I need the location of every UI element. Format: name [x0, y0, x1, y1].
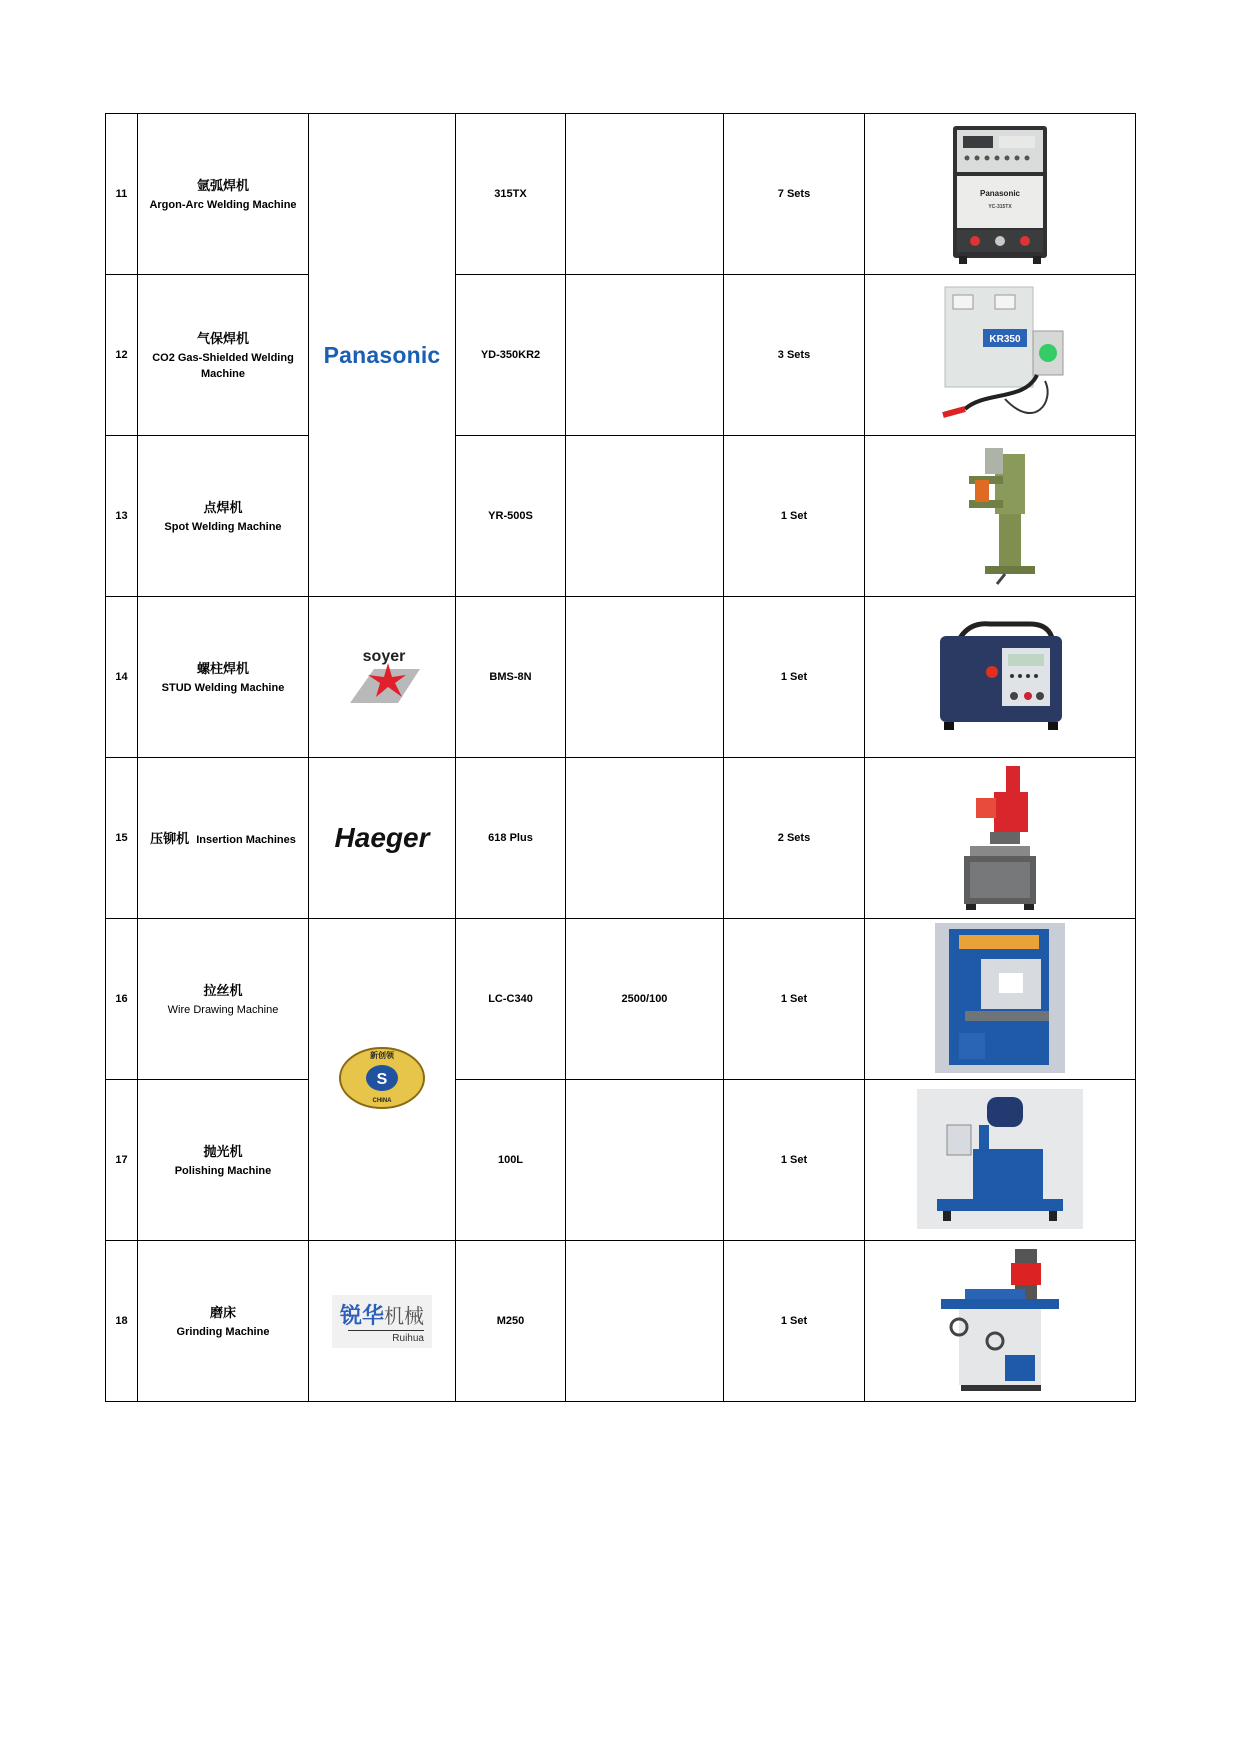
machine-photo-cell: [865, 436, 1136, 597]
spec: [566, 1241, 724, 1402]
machine-brand-label: Panasonic: [979, 188, 1021, 198]
model: 100L: [456, 1080, 566, 1241]
model: LC-C340: [456, 919, 566, 1080]
xinchuang-logo: [337, 1044, 427, 1112]
spec: [566, 597, 724, 758]
spec: [566, 436, 724, 597]
table-row: [106, 275, 1136, 436]
row-number: 17: [106, 1080, 138, 1241]
machine-name: [138, 436, 309, 597]
haeger-logo: Haeger: [334, 822, 430, 853]
ruihua-logo-cn1: 锐华: [339, 1302, 384, 1328]
machine-name: [138, 758, 309, 919]
table-row: [106, 114, 1136, 275]
xinchuang-top-text: 新创领: [370, 1051, 394, 1060]
xinchuang-bottom-text: CHINA: [372, 1098, 392, 1104]
quantity: 1 Set: [724, 919, 865, 1080]
machine-model-label: YC-315TX: [988, 203, 1012, 210]
machine-name: [138, 1241, 309, 1402]
equipment-table: [105, 113, 1136, 1402]
table-row: [106, 919, 1136, 1080]
machine-photo-cell: [865, 275, 1136, 436]
insertion-machine-image: [950, 762, 1050, 912]
grinding-machine-image: [935, 1245, 1065, 1395]
spec: [566, 275, 724, 436]
xinchuang-letter: S: [376, 1071, 388, 1088]
machine-name-cn: 抛光机: [203, 1144, 243, 1159]
row-number: 13: [106, 436, 138, 597]
machine-photo-cell: [865, 758, 1136, 919]
machine-name: [138, 275, 309, 436]
machine-name: [138, 114, 309, 275]
spot-welder-image: [955, 442, 1045, 588]
brand-cell-soyer: [309, 597, 456, 758]
machine-name-cn: 磨床: [209, 1305, 236, 1320]
panasonic-logo: Panasonic: [323, 341, 441, 368]
machine-name-en: CO2 Gas-Shielded Welding Machine: [152, 352, 294, 380]
quantity: 1 Set: [724, 1241, 865, 1402]
machine-name-en: Insertion Machines: [196, 834, 296, 846]
quantity: 1 Set: [724, 436, 865, 597]
table-row: [106, 597, 1136, 758]
brand-cell-haeger: [309, 758, 456, 919]
machine-name-cn: 拉丝机: [203, 983, 243, 998]
machine-name: [138, 1080, 309, 1241]
row-number: 18: [106, 1241, 138, 1402]
co2-welder-image: [925, 281, 1075, 427]
quantity: 1 Set: [724, 1080, 865, 1241]
soyer-logo: [340, 645, 424, 707]
machine-name-en: Spot Welding Machine: [164, 521, 282, 533]
machine-model-label: KR350: [989, 333, 1021, 345]
table-row: [106, 1080, 1136, 1241]
table-row: [106, 758, 1136, 919]
spec: [566, 1080, 724, 1241]
ruihua-logo-en: Ruihua: [392, 1332, 424, 1344]
wire-drawing-machine-image: [935, 923, 1065, 1073]
machine-name-en: Wire Drawing Machine: [167, 1004, 279, 1016]
machine-name: [138, 597, 309, 758]
machine-name-en: Argon-Arc Welding Machine: [149, 199, 297, 211]
brand-cell-panasonic: [309, 114, 456, 597]
brand-cell-ruihua: [309, 1241, 456, 1402]
table-row: [106, 436, 1136, 597]
row-number: 14: [106, 597, 138, 758]
model: 618 Plus: [456, 758, 566, 919]
row-number: 16: [106, 919, 138, 1080]
model: 315TX: [456, 114, 566, 275]
machine-photo-cell: [865, 1080, 1136, 1241]
machine-name-cn: 压铆机: [150, 831, 190, 846]
machine-name-en: Polishing Machine: [174, 1165, 272, 1177]
model: M250: [456, 1241, 566, 1402]
machine-photo-cell: [865, 597, 1136, 758]
row-number: 15: [106, 758, 138, 919]
stud-welder-image: [930, 616, 1070, 736]
machine-name-cn: 气保焊机: [196, 331, 249, 346]
ruihua-logo-cn2: 机械: [384, 1305, 424, 1328]
machine-name: [138, 919, 309, 1080]
model: YD-350KR2: [456, 275, 566, 436]
row-number: 11: [106, 114, 138, 275]
machine-name-cn: 点焊机: [203, 500, 243, 515]
ruihua-logo: [332, 1295, 432, 1348]
model: BMS-8N: [456, 597, 566, 758]
spec: [566, 114, 724, 275]
argon-arc-welder-image: [945, 120, 1055, 266]
brand-cell-xinchuang: [309, 919, 456, 1241]
spec: 2500/100: [566, 919, 724, 1080]
quantity: 2 Sets: [724, 758, 865, 919]
machine-name-cn: 氩弧焊机: [196, 178, 249, 193]
polishing-machine-image: [917, 1089, 1083, 1229]
machine-photo-cell: [865, 114, 1136, 275]
soyer-logo-text: soyer: [362, 647, 406, 665]
machine-name-en: STUD Welding Machine: [161, 682, 285, 694]
machine-name-en: Grinding Machine: [176, 1326, 270, 1338]
machine-photo-cell: [865, 1241, 1136, 1402]
machine-name-cn: 螺柱焊机: [196, 661, 249, 676]
table-row: [106, 1241, 1136, 1402]
machine-photo-cell: [865, 919, 1136, 1080]
quantity: 1 Set: [724, 597, 865, 758]
model: YR-500S: [456, 436, 566, 597]
row-number: 12: [106, 275, 138, 436]
quantity: 3 Sets: [724, 275, 865, 436]
spec: [566, 758, 724, 919]
quantity: 7 Sets: [724, 114, 865, 275]
